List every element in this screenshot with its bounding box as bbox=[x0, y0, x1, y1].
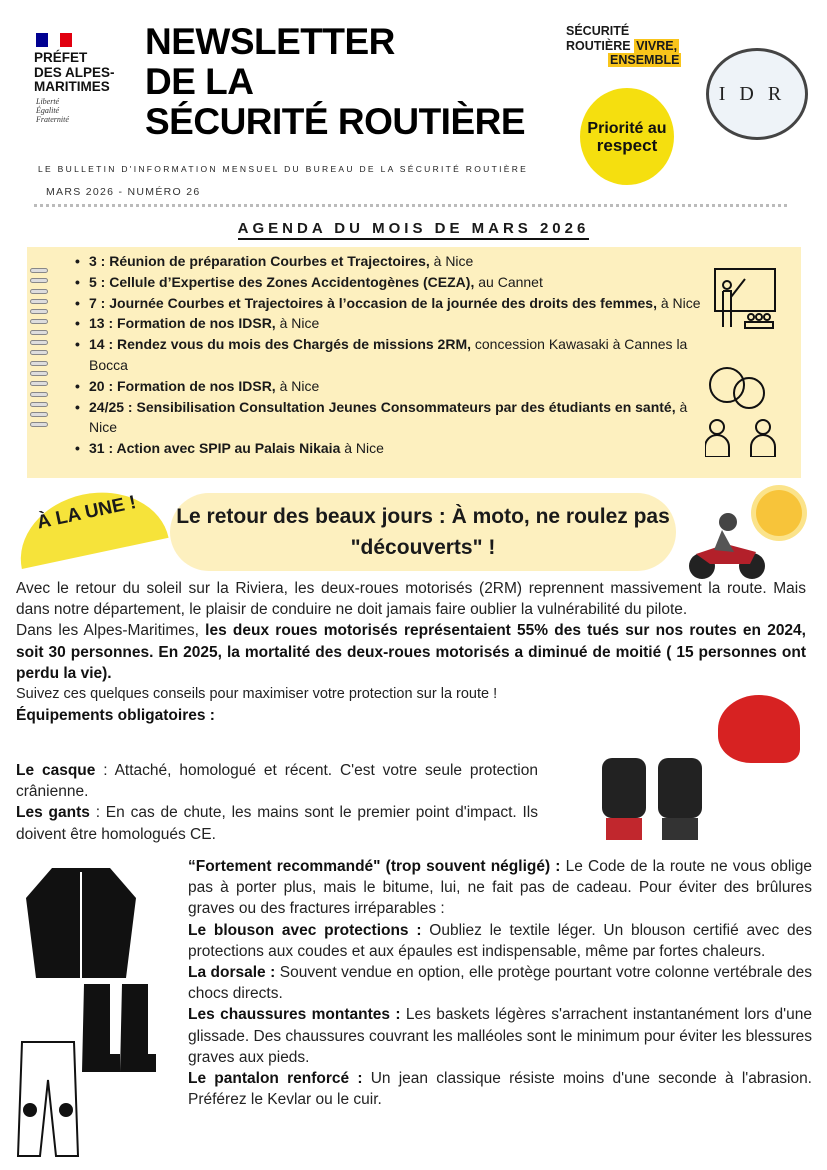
title-line: NEWSLETTER bbox=[145, 21, 395, 62]
agenda-item: • 20 : Formation de nos IDSR, à Nice bbox=[75, 376, 715, 397]
casque-paragraph: Le casque : Attaché, homologué et récent. C'est votre seule protection crânienne. bbox=[16, 762, 538, 801]
devise-line: Fraternité bbox=[36, 115, 69, 124]
agenda-item: • 13 : Formation de nos IDSR, à Nice bbox=[75, 313, 715, 334]
prefet-logo-text bbox=[34, 51, 115, 95]
dotted-divider bbox=[34, 204, 787, 207]
gloves-image bbox=[598, 752, 710, 844]
agenda-title bbox=[0, 220, 827, 237]
teacher-icon bbox=[713, 267, 777, 331]
agenda-item: • 14 : Rendez vous du mois des Chargés de missions 2RM, concession Kawasaki à Cannes la Bocca bbox=[75, 334, 715, 376]
motorcycle-image bbox=[686, 510, 768, 582]
pantalon-paragraph: Le pantalon renforcé : Un jean classique résiste moins d'une seconde à l'abrasion. Préférez le Kevlar ou le cuir. bbox=[188, 1070, 812, 1109]
agenda-box bbox=[27, 247, 801, 478]
subtitle: LE BULLETIN D'INFORMATION MENSUEL DU BUREAU DE LA SÉCURITÉ ROUTIÈRE bbox=[38, 164, 529, 174]
agenda-list bbox=[75, 251, 715, 459]
french-flag-logo bbox=[36, 33, 72, 47]
devise-line: Liberté bbox=[36, 97, 60, 106]
prefet-line: PRÉFET bbox=[34, 50, 88, 65]
agenda-item: • 7 : Journée Courbes et Trajectoires à l’occasion de la journée des droits des femmes, à Nice bbox=[75, 293, 715, 314]
pants-image bbox=[16, 1040, 80, 1158]
recommended-equipment bbox=[188, 856, 812, 1110]
blouson-paragraph: Le blouson avec protections : Oubliez le textile léger. Un blouson certifié avec des protections aux coudes et aux épaules est indispensable, même par fortes chaleurs. bbox=[188, 921, 812, 960]
agenda-title-text: AGENDA DU MOIS DE MARS 2026 bbox=[238, 220, 590, 240]
newsletter-title bbox=[145, 22, 525, 142]
title-line: DE LA bbox=[145, 61, 254, 102]
agenda-item: • 3 : Réunion de préparation Courbes et Trajectoires, à Nice bbox=[75, 251, 715, 272]
mandatory-equipment bbox=[16, 760, 538, 845]
notebook-rings bbox=[30, 268, 52, 433]
stats-paragraph: Dans les Alpes-Maritimes, les deux roues motorisés représentaient 55% des tués sur nos routes en 2024, soit 30 personnes. En 2025, la mortalité des deux-roues motorisés a diminué de moitié ( 15 personnes ont perdu la vie). bbox=[16, 622, 806, 682]
helmet-image bbox=[718, 695, 800, 763]
agenda-item: • 5 : Cellule d’Expertise des Zones Accidentogènes (CEZA), au Cannet bbox=[75, 272, 715, 293]
logo-line: VIVRE, bbox=[636, 38, 678, 53]
chaussures-paragraph: Les chaussures montantes : Les baskets légères s'arrachent instantanément lors d'une glissade. Des chaussures couvrant les malléoles sont le minimum pour éviter les blessures graves aux pieds. bbox=[188, 1006, 812, 1066]
article-headline: Le retour des beaux jours : À moto, ne roulez pas "découverts" ! bbox=[170, 493, 676, 571]
recommended-paragraph: “Fortement recommandé" (trop souvent négligé) : Le Code de la route ne vous oblige pas à porter plus, mais le bitume, lui, ne fait pas de cadeau. Pour éviter des brûlures graves ou des fractures irréparables : bbox=[188, 858, 812, 918]
agenda-item: • 31 : Action avec SPIP au Palais Nikaia à Nice bbox=[75, 438, 715, 459]
title-line: SÉCURITÉ ROUTIÈRE bbox=[145, 101, 526, 142]
issue-number: MARS 2026 - NUMÉRO 26 bbox=[46, 186, 201, 198]
gants-paragraph: Les gants : En cas de chute, les mains sont le premier point d'impact. Ils doivent être homologués CE. bbox=[16, 804, 539, 843]
priorite-au-respect-logo bbox=[580, 88, 674, 185]
a-la-une-badge: À LA UNE ! bbox=[9, 479, 168, 569]
boots-image bbox=[80, 980, 158, 1074]
agenda-item: • 24/25 : Sensibilisation Consultation Jeunes Consommateurs par des étudiants en santé, à Nice bbox=[75, 397, 715, 439]
logo-line: ENSEMBLE bbox=[610, 53, 680, 67]
article-intro bbox=[16, 578, 806, 726]
dorsale-paragraph: La dorsale : Souvent vendue en option, elle protège pourtant votre colonne vertébrale des chocs directs. bbox=[188, 964, 813, 1003]
idsr-logo: IDR bbox=[706, 48, 808, 140]
logo-line: Priorité au bbox=[587, 119, 667, 137]
devise bbox=[36, 97, 69, 124]
logo-line: SÉCURITÉ bbox=[566, 24, 630, 38]
advice-paragraph: Suivez ces quelques conseils pour maximiser votre protection sur la route ! bbox=[16, 686, 498, 703]
intro-paragraph: Avec le retour du soleil sur la Riviera, les deux-roues motorisés (2RM) reprennent massivement la route. Mais dans notre département, le plaisir de conduire ne doit jamais faire oublier la vulnérabilité du pilote. bbox=[16, 580, 806, 619]
prefet-line: DES ALPES- bbox=[34, 64, 115, 80]
discussion-people-icon bbox=[705, 365, 777, 457]
devise-line: Égalité bbox=[36, 106, 60, 115]
protective-jacket-image bbox=[22, 862, 140, 982]
logo-line: ROUTIÈRE bbox=[566, 38, 631, 53]
prefet-line: MARITIMES bbox=[34, 79, 110, 94]
securite-routiere-logo bbox=[566, 24, 681, 68]
mandatory-heading: Équipements obligatoires : bbox=[16, 707, 215, 725]
logo-line: respect bbox=[596, 135, 658, 155]
